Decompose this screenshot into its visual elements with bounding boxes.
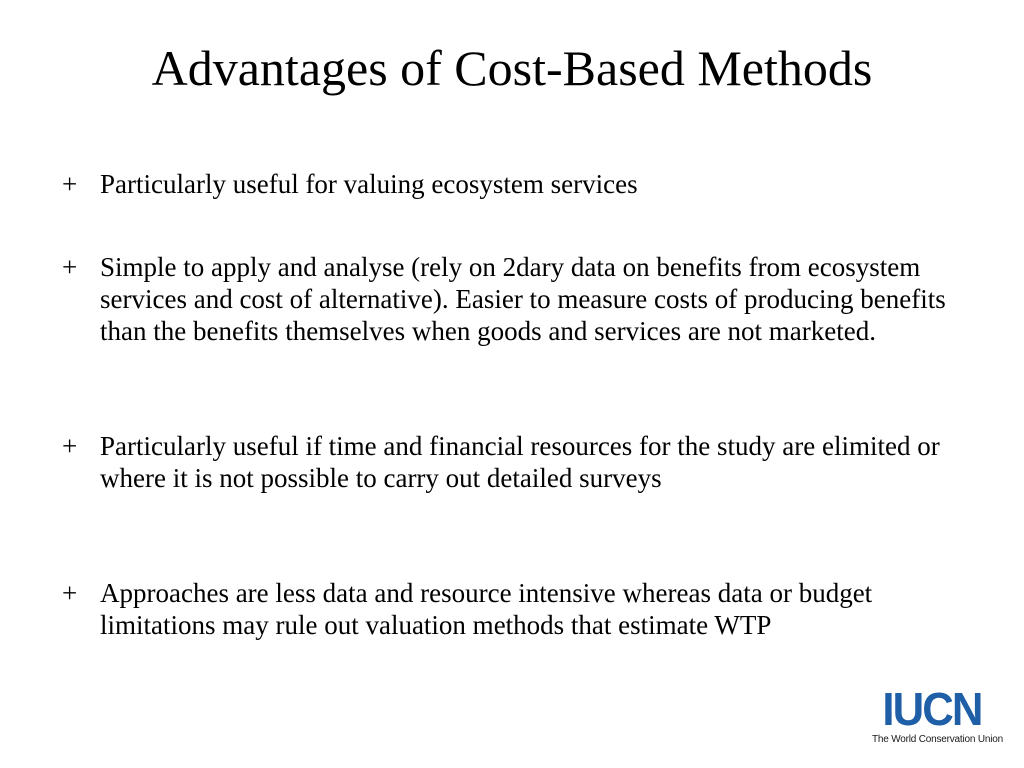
bullet-item xyxy=(62,251,972,347)
bullet-text: Simple to apply and analyse (rely on 2dary data on benefits from ecosystem services and cost of alternative). Easier to measure costs of producing benefits than the benefits themselves when goods and services are not marketed. xyxy=(100,252,946,346)
slide-title: Advantages of Cost-Based Methods xyxy=(151,40,873,96)
bullet-marker: + xyxy=(62,252,78,282)
bullet-text: Particularly useful for valuing ecosystem services xyxy=(100,169,638,199)
bullet-marker: + xyxy=(62,431,78,461)
logo-wordmark: IUCN xyxy=(882,683,982,735)
bullet-text: Approaches are less data and resource intensive whereas data or budget limitations may rule out valuation methods that estimate WTP xyxy=(100,578,873,640)
bullet-marker: + xyxy=(62,169,78,199)
bullet-item xyxy=(62,577,972,641)
logo-subtitle: The World Conservation Union xyxy=(872,734,1003,745)
bullet-item xyxy=(62,168,972,200)
bullet-marker: + xyxy=(62,578,78,608)
bullet-item xyxy=(62,430,972,494)
bullet-text: Particularly useful if time and financial resources for the study are elimited or where it is not possible to carry out detailed surveys xyxy=(100,431,940,493)
iucn-logo xyxy=(872,683,1003,746)
